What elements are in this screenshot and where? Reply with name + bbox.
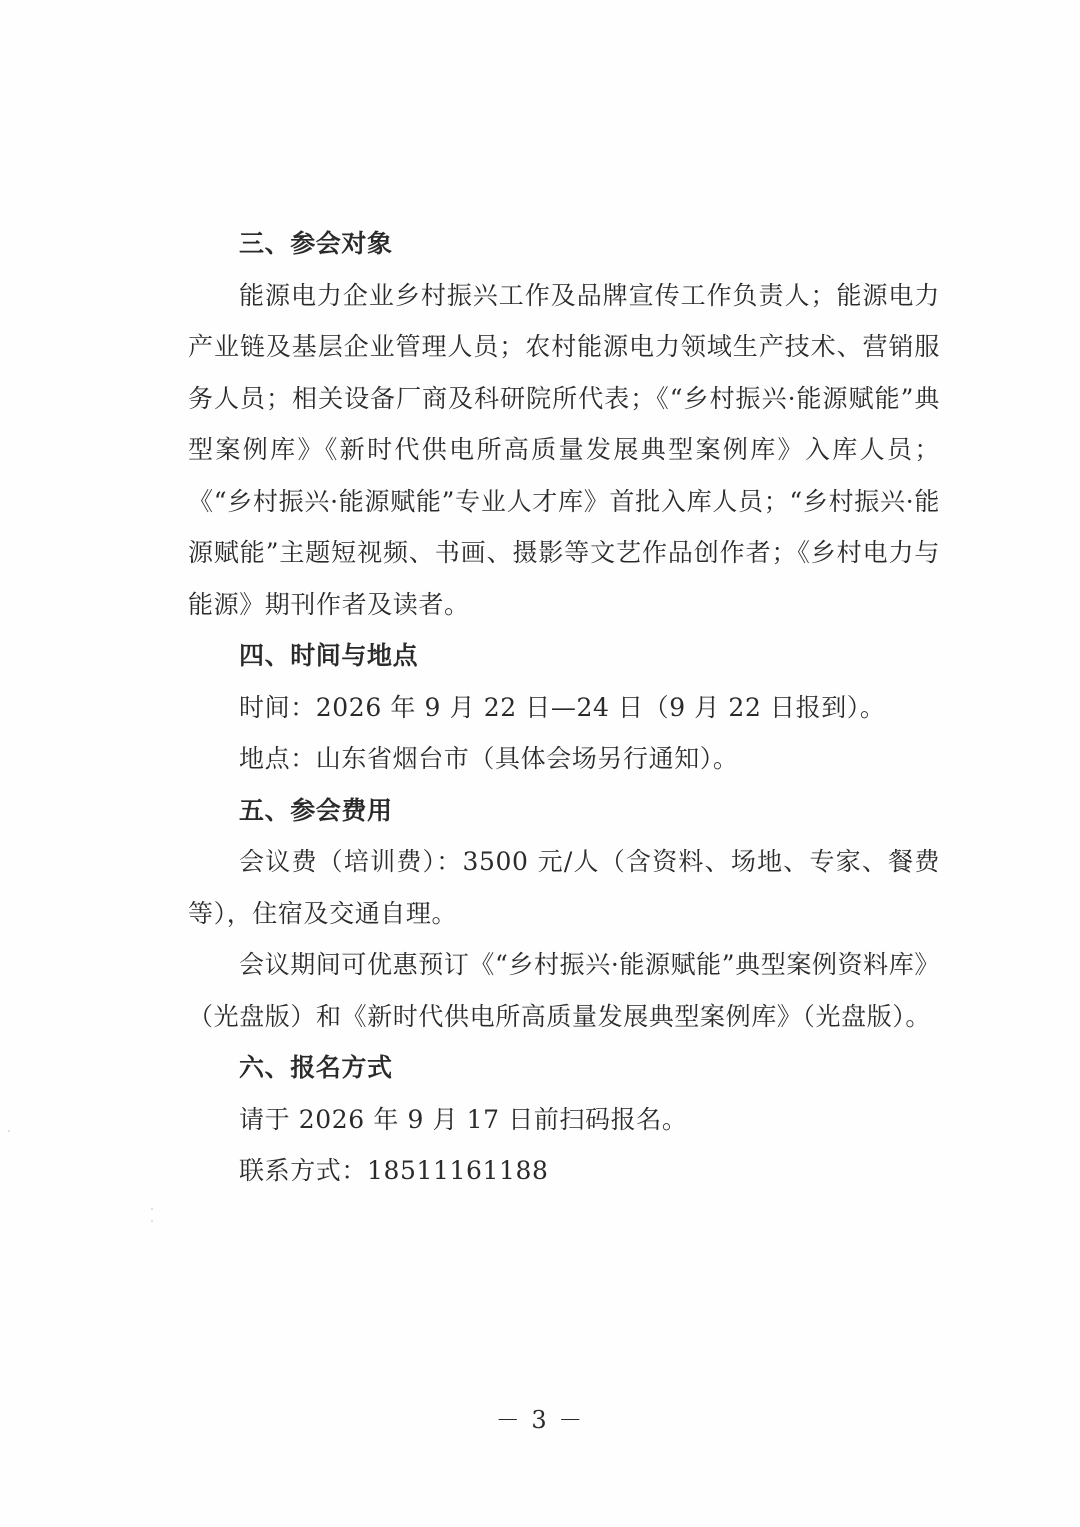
section-heading: 四、时间与地点 <box>239 641 419 670</box>
page-number: － 3 － <box>495 1406 585 1434</box>
section-heading: 五、参会费用 <box>239 795 393 825</box>
section-heading: 六、报名方式 <box>239 1053 393 1082</box>
scan-speck <box>151 1208 153 1210</box>
scan-speck <box>8 1130 10 1132</box>
section-time-location <box>188 630 940 785</box>
scan-speck <box>151 1220 153 1222</box>
section-attendees <box>188 218 940 630</box>
paragraph-preorder: 会议期间可优惠预订《“乡村振兴·能源赋能”典型案例资料库》（光盘版）和《新时代供电所高质量发展典型案例库》（光盘版）。 <box>188 950 940 1031</box>
section-fees <box>188 785 940 1043</box>
paragraph: 能源电力企业乡村振兴工作及品牌宣传工作负责人；能源电力产业链及基层企业管理人员；农村能源电力领域生产技术、营销服务人员；相关设备厂商及科研院所代表；《“乡村振兴·能源赋能”典型案例库》《新时代供电所高质量发展典型案例库》入库人员；《“乡村振兴·能源赋能”专业人才库》首批入库人员；“乡村振兴·能源赋能”主题短视频、书画、摄影等文艺作品创作者；《乡村电力与能源》期刊作者及读者。 <box>188 280 940 619</box>
paragraph-contact: 联系方式：18511161188 <box>239 1156 549 1185</box>
section-registration <box>188 1042 940 1197</box>
paragraph-time: 时间：2026 年 9 月 22 日—24 日（9 月 22 日报到）。 <box>239 692 886 722</box>
section-heading: 三、参会对象 <box>239 229 393 258</box>
paragraph-fee: 会议费（培训费）：3500 元/人（含资料、场地、专家、餐费等），住宿及交通自理。 <box>188 847 940 928</box>
paragraph-deadline: 请于 2026 年 9 月 17 日前扫码报名。 <box>239 1104 688 1134</box>
paragraph-location: 地点：山东省烟台市（具体会场另行通知）。 <box>239 744 739 773</box>
document-body <box>188 218 940 1197</box>
